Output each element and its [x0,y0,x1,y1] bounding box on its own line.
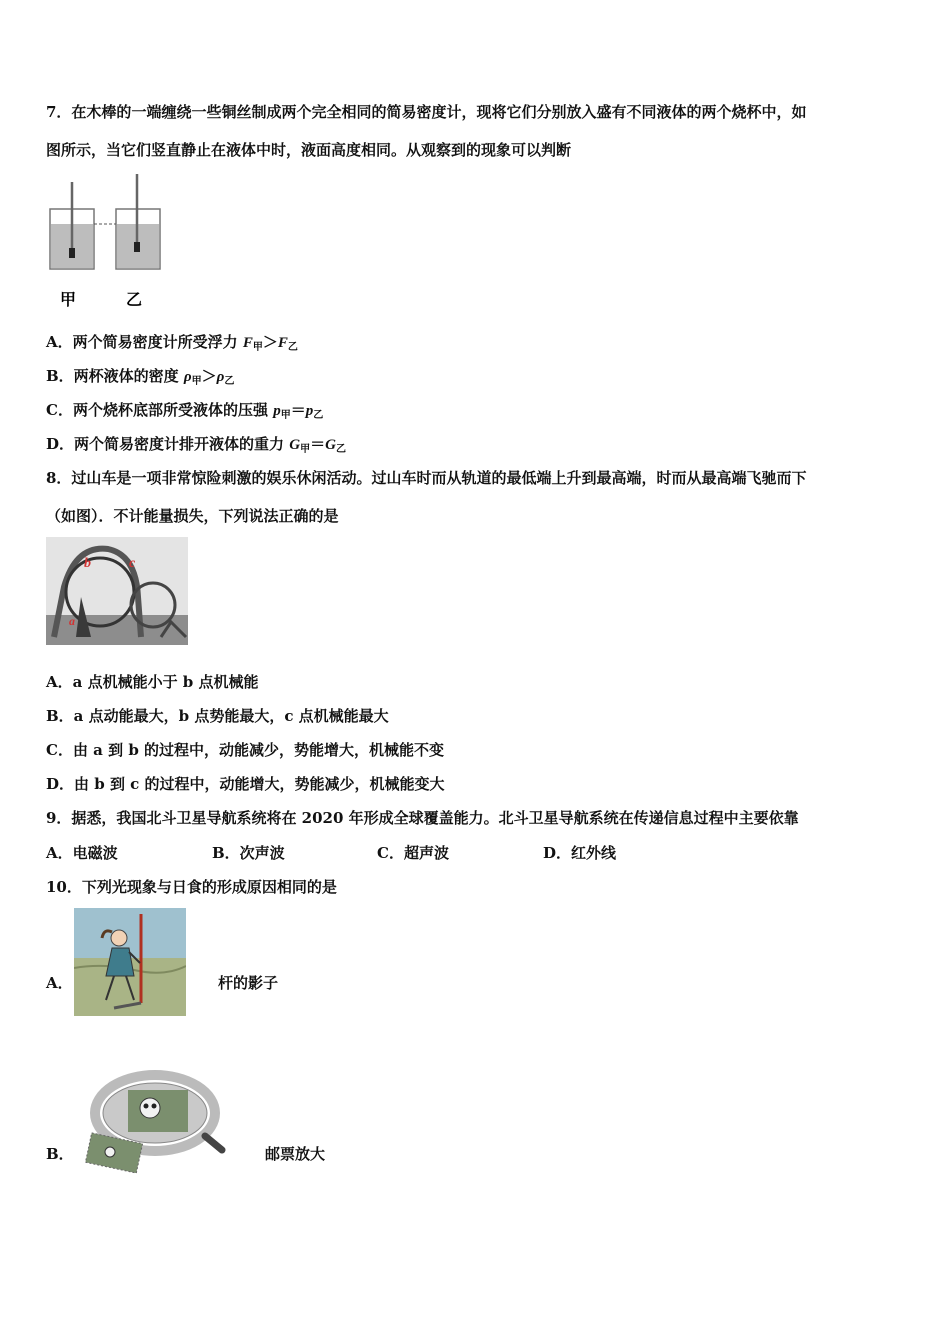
subscript: 乙 [313,410,324,421]
q7-option-d-text: D．两个简易密度计排开液体的重力 [46,435,285,453]
q8-stem-line1: 8．过山车是一项非常惊险刺激的娱乐休闲活动。过山车时而从轨道的最低端上升到最高端，时而从最高端飞驰而下 [46,469,807,487]
operator: ＝ [290,401,306,419]
q8-roller-coaster-figure [46,537,188,645]
q7-option-d[interactable] [46,434,346,457]
q9-option-c[interactable]: C．超声波 [377,844,449,862]
operator: ＞ [262,333,278,351]
subscript: 乙 [335,444,346,455]
q9-option-a[interactable]: A．电磁波 [46,844,118,862]
q8-stem-line2: （如图）．不计能量损失，下列说法正确的是 [46,507,339,525]
girl-head [111,930,127,946]
subscript: 乙 [287,342,298,353]
q10-option-b[interactable]: B． [46,1145,74,1163]
sky [74,908,186,958]
subscript: 甲 [191,376,202,387]
q8-option-a[interactable]: A．a 点机械能小于 b 点机械能 [46,673,259,691]
subscript: 乙 [224,376,235,387]
q7-stem-line2: 图所示，当它们竖直静止在液体中时，液面高度相同。从观察到的现象可以判断 [46,141,572,159]
q7-option-b[interactable] [46,366,234,389]
symbol: F [242,335,253,351]
q8-option-b[interactable]: B．a 点动能最大，b 点势能最大，c 点机械能最大 [46,707,389,725]
symbol: p [305,403,314,419]
q10-a-pole-shadow-figure [74,908,186,1016]
q7-option-c[interactable] [46,400,323,423]
symbol: G [325,437,336,453]
q10-option-a[interactable]: A． [46,974,73,992]
point-a-label: a [69,614,75,628]
q7-option-b-text: B．两杯液体的密度 [46,367,179,385]
operator: ＞ [201,367,217,385]
subscript: 甲 [280,410,291,421]
q7-option-c-text: C．两个烧杯底部所受液体的压强 [46,401,268,419]
q10-option-a-text: 杆的影子 [218,974,279,992]
symbol: p [273,403,281,419]
panda-head [140,1098,160,1118]
subscript: 甲 [252,342,263,353]
q7-beakers-figure [46,172,166,312]
symbol: F [277,335,288,351]
symbol: G [289,437,301,453]
point-c-label: c [129,556,136,571]
q10-option-b-text: 邮票放大 [265,1145,326,1163]
subscript: 甲 [300,444,311,455]
q9-stem-line1: 9．据悉，我国北斗卫星导航系统将在 2020 年形成全球覆盖能力。北斗卫星导航系统在传递信息过程中主要依靠 [46,809,799,827]
copper-wire-left [69,248,75,258]
label-jia: 甲 [60,290,77,309]
panda-eye-left [144,1104,149,1109]
stamp-panda [105,1147,115,1157]
symbol: ρ [183,369,192,385]
q9-option-b[interactable]: B．次声波 [212,844,285,862]
q8-option-d[interactable]: D．由 b 到 c 的过程中，动能增大，势能减少，机械能变大 [46,775,445,793]
label-yi: 乙 [126,290,143,309]
symbol: ρ [216,369,225,385]
q7-option-a[interactable] [46,332,298,355]
operator: ＝ [310,435,326,453]
magnifier-handle [205,1136,222,1150]
q7-stem-line1: 7．在木棒的一端缠绕一些铜丝制成两个完全相同的简易密度计，现将它们分别放入盛有不同液体的两个烧杯中，如 [46,103,807,121]
q9-option-d[interactable]: D．红外线 [543,844,617,862]
q10-b-magnifier-figure [80,1068,230,1178]
q7-option-a-text: A．两个简易密度计所受浮力 [46,333,238,351]
panda-eye-right [152,1104,157,1109]
point-b-label: b [84,556,91,571]
q8-option-c[interactable]: C．由 a 到 b 的过程中，动能减少，势能增大，机械能不变 [46,741,445,759]
q10-stem-line1: 10．下列光现象与日食的形成原因相同的是 [46,878,337,896]
copper-wire-right [134,242,140,252]
